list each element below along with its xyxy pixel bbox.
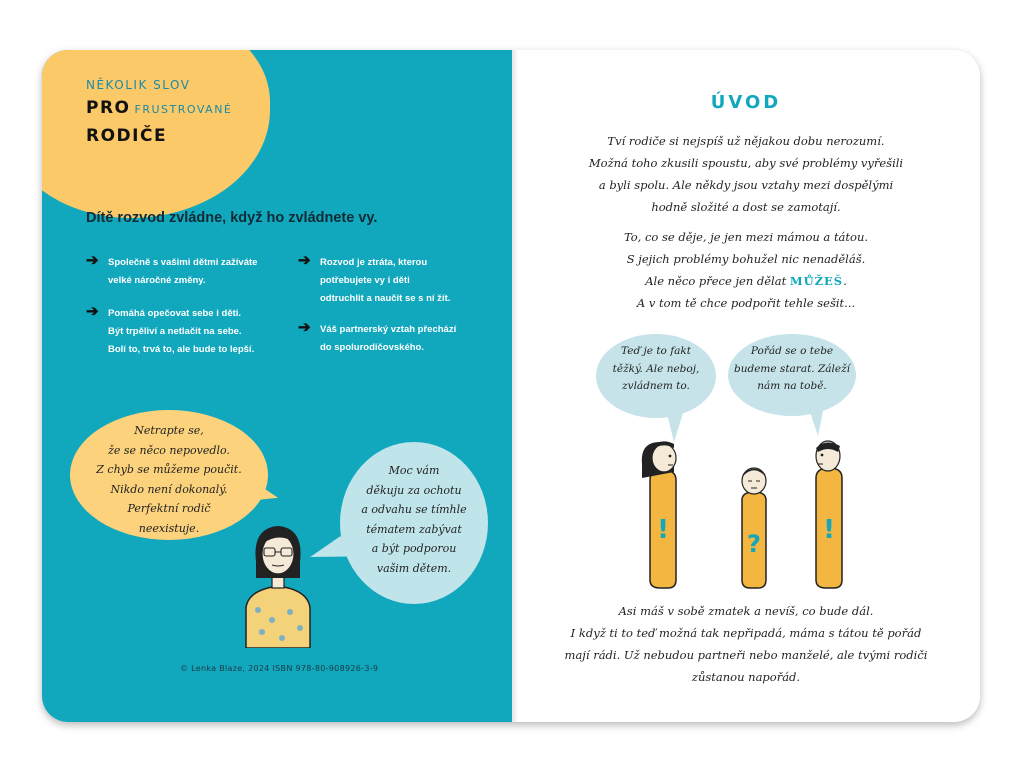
bubble-line: Pořád se o tebe: [750, 345, 834, 357]
bubble-line: Perfektní rodič: [127, 502, 211, 515]
bubble-line: a odvahu se tímhle: [361, 503, 467, 516]
copyright-isbn: © Lenka Blaze, 2024 ISBN 978-80-908926-3-9: [180, 664, 379, 673]
bubble-line: a být podporou: [371, 542, 457, 555]
bubble-line: tématem zabývat: [366, 522, 462, 536]
book-spread: [42, 50, 980, 722]
title-word-parents: RODIČE: [86, 126, 168, 146]
bubble-line: Netrapte se,: [134, 424, 204, 437]
intro-paragraph: [532, 130, 960, 218]
bullet-line: Bolí to, trvá to, ale bude to lepší.: [108, 344, 255, 355]
text-line-emphasis: [532, 270, 960, 292]
closing-paragraph: [532, 600, 960, 688]
text-line: Tví rodiče si nejspíš už nějakou dobu nerozumí.: [607, 134, 885, 148]
speech-bubble-father-text: [734, 343, 850, 396]
bullet-item: [86, 254, 286, 290]
text-fragment: .: [843, 274, 847, 288]
arrow-right-icon: ➔: [86, 303, 99, 320]
bullet-line: Být trpěliví a netlačit na sebe.: [108, 326, 242, 337]
bullet-line: Společně s vašimi dětmi zažíváte: [108, 257, 258, 268]
speech-bubble-yellow-text: [82, 421, 256, 538]
emphasis-word: MŮŽEŠ: [789, 274, 844, 288]
text-line: Asi máš v sobě zmatek a nevíš, co bude dál.: [618, 604, 874, 618]
bullet-line: do spolurodičovského.: [320, 342, 424, 353]
bullet-item: [298, 321, 498, 357]
text-line: a byli spolu. Ale někdy jsou vztahy mezi dospělými: [598, 178, 894, 192]
speech-bubble-tail: [808, 406, 824, 436]
title-line-1: NĚKOLIK SLOV: [86, 78, 191, 92]
bullet-item: [298, 254, 498, 308]
bubble-line: Teď je to fakt: [621, 345, 691, 357]
bullet-line: Váš partnerský vztah přechází: [320, 324, 457, 335]
bullet-line: velké náročné změny.: [108, 275, 206, 286]
page-title: ÚVOD: [710, 92, 782, 113]
title-word-pro: PRO: [86, 98, 131, 118]
text-line: mají rádi. Už nebudou partneři nebo manželé, ale tvými rodiči: [564, 648, 928, 662]
bullet-line: odtruchlit a naučit se s ní žít.: [320, 293, 451, 304]
page-fold-shadow: [512, 50, 518, 722]
text-line: A v tom tě chce podpořit tehle sešit...: [636, 296, 856, 310]
bullet-line: potřebujete vy i děti: [320, 275, 410, 286]
bubble-line: děkuju za ochotu: [366, 483, 462, 497]
child-figure-illustration: [734, 466, 774, 590]
bubble-line: Moc vám: [388, 464, 440, 477]
right-page: [512, 50, 980, 722]
text-line: hodně složité a dost se zamotají.: [651, 200, 841, 214]
author-portrait-illustration: [238, 520, 318, 648]
bubble-line: že se něco nepovedlo.: [108, 443, 230, 457]
bubble-line: Z chyb se můžeme poučit.: [96, 463, 242, 476]
bubble-line: nám na tobě.: [757, 380, 827, 392]
text-line: S jejich problémy bohužel nic nenaděláš.: [626, 252, 866, 266]
bubble-line: neexistuje.: [138, 521, 200, 535]
question-mark-icon: ?: [747, 530, 761, 558]
exclamation-mark-icon: !: [823, 515, 835, 545]
speech-bubble-mother-text: [600, 343, 712, 396]
text-line: Možná toho zkusili spoustu, aby své problémy vyřešili: [588, 156, 904, 170]
bubble-line: vašim dětem.: [376, 561, 452, 575]
text-line: To, co se děje, je jen mezi mámou a tátou.: [623, 230, 869, 244]
bullet-line: Pomáhá opečovat sebe i děti.: [108, 308, 242, 319]
speech-bubble-tail: [666, 410, 684, 442]
left-page: [42, 50, 512, 722]
exclamation-mark-icon: !: [657, 515, 669, 545]
bubble-line: Nikdo není dokonalý.: [110, 482, 228, 496]
title-word-frustrated: FRUSTROVANÉ: [134, 103, 233, 116]
text-line: I když ti to teď možná tak nepřipadá, máma s tátou tě pořád: [570, 626, 922, 640]
page-title: [86, 78, 232, 146]
arrow-right-icon: ➔: [298, 319, 311, 336]
father-figure-illustration: [804, 438, 854, 590]
bubble-line: budeme starat. Záleží: [734, 362, 850, 375]
text-fragment: Ale něco přece jen dělat: [645, 274, 787, 288]
second-paragraph: [532, 226, 960, 314]
bubble-line: těžký. Ale neboj,: [612, 362, 700, 375]
bullet-item: [86, 305, 286, 359]
text-line: zůstanou napořád.: [691, 670, 801, 684]
bullet-line: Rozvod je ztráta, kterou: [320, 257, 428, 268]
speech-bubble-blue-text: [342, 461, 486, 578]
section-heading: Dítě rozvod zvládne, když ho zvládnete vy.: [86, 210, 378, 226]
arrow-right-icon: ➔: [86, 252, 99, 269]
mother-figure-illustration: [638, 440, 688, 590]
bubble-line: zvládnem to.: [622, 380, 690, 392]
arrow-right-icon: ➔: [298, 252, 311, 269]
